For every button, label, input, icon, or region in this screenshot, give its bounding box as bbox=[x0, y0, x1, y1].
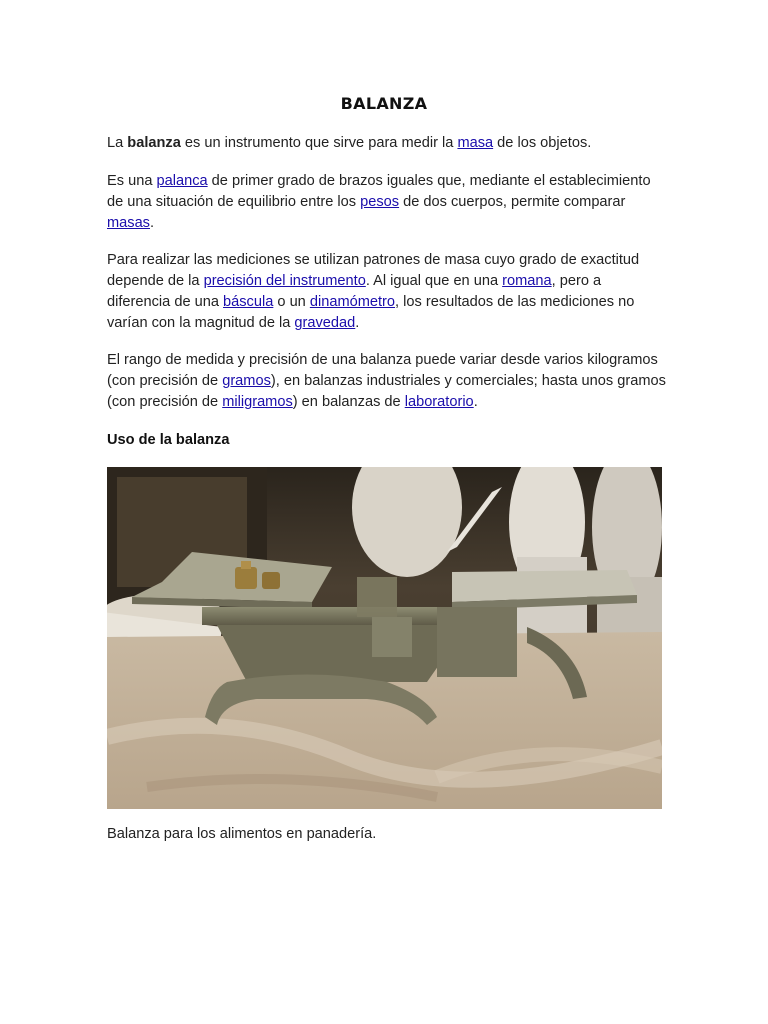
text: . Al igual que en una bbox=[365, 273, 503, 289]
link-romana[interactable]: romana bbox=[502, 273, 552, 289]
document-title: BALANZA bbox=[340, 94, 428, 113]
text: , pero a diferencia de una bbox=[107, 273, 602, 310]
bold-term: balanza bbox=[127, 135, 181, 151]
balance-scale-illustration bbox=[107, 467, 662, 809]
text: o un bbox=[273, 294, 310, 310]
text: ), en balanzas industriales y comerciales; hasta unos gramos (con precisión de bbox=[107, 373, 666, 410]
text: . bbox=[149, 215, 155, 231]
link-dinamometro[interactable]: dinamómetro bbox=[309, 294, 396, 310]
text: de primer grado de brazos iguales que, mediante el establecimiento de una situación de equilibrio entre los bbox=[107, 173, 651, 210]
link-palanca[interactable]: palanca bbox=[156, 173, 208, 189]
paragraph-range bbox=[107, 350, 667, 413]
link-bascula[interactable]: báscula bbox=[223, 294, 274, 310]
text: Es una bbox=[107, 173, 157, 189]
text: Para realizar las mediciones se utilizan patrones de masa cuyo grado de exactitud depende de la bbox=[107, 252, 640, 289]
link-precision-instrumento[interactable]: precisión del instrumento bbox=[203, 273, 366, 289]
link-masa[interactable]: masa bbox=[457, 135, 494, 151]
text: es un instrumento que sirve para medir la bbox=[180, 135, 458, 151]
text: El rango de medida y precisión de una balanza puede variar desde varios kilogramos (con precisión de bbox=[107, 352, 658, 389]
link-miligramos[interactable]: miligramos bbox=[222, 394, 293, 410]
text: . bbox=[473, 394, 478, 410]
paragraph-intro bbox=[107, 133, 667, 154]
paragraph-measurement bbox=[107, 250, 667, 334]
link-gravedad[interactable]: gravedad bbox=[294, 315, 356, 331]
link-masas[interactable]: masas bbox=[107, 215, 150, 231]
text: La bbox=[107, 135, 128, 151]
text: ) en balanzas de bbox=[292, 394, 405, 410]
section-heading: Uso de la balanza bbox=[107, 432, 230, 448]
text: , los resultados de las mediciones no varían con la magnitud de la bbox=[107, 294, 635, 331]
link-gramos[interactable]: gramos bbox=[222, 373, 271, 389]
link-laboratorio[interactable]: laboratorio bbox=[404, 394, 474, 410]
photo-caption: Balanza para los alimentos en panadería. bbox=[107, 826, 377, 842]
link-pesos[interactable]: pesos bbox=[360, 194, 400, 210]
balance-photo bbox=[107, 467, 662, 809]
text: . bbox=[355, 315, 360, 331]
paragraph-lever bbox=[107, 171, 667, 234]
text: de dos cuerpos, permite comparar bbox=[399, 194, 626, 210]
text: de los objetos. bbox=[493, 135, 592, 151]
